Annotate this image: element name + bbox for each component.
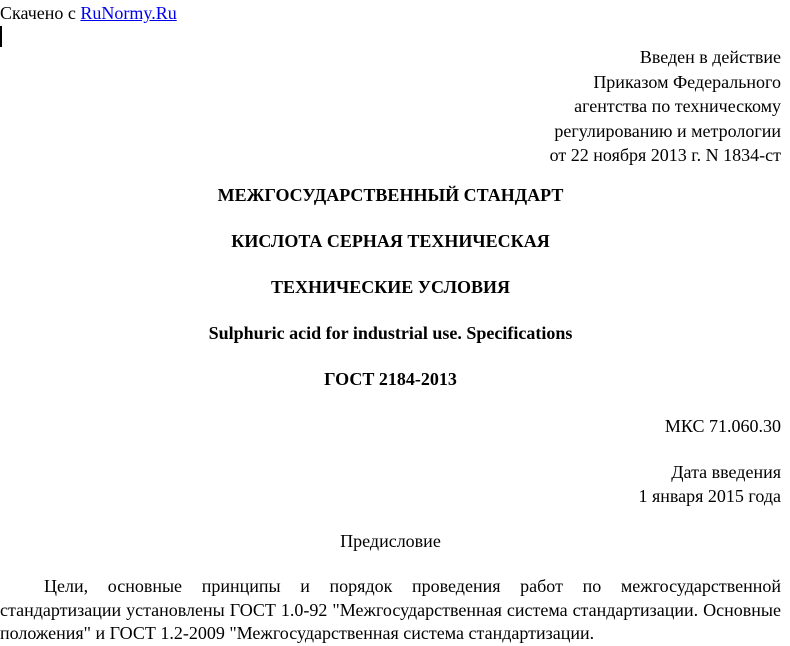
foreword-title: Предисловие <box>340 531 441 551</box>
approval-line: Приказом Федерального <box>593 71 781 92</box>
mks-code: МКС 71.060.30 <box>664 416 781 436</box>
approval-line: Введен в действие <box>639 47 781 67</box>
approval-block <box>550 45 781 168</box>
introduction-date-label: Дата введения <box>671 462 781 482</box>
source-prefix: Скачено с <box>0 3 76 23</box>
approval-line: регулированию и метрологии <box>554 120 781 141</box>
source-link[interactable]: RuNormy.Ru <box>80 3 177 23</box>
text-cursor <box>0 26 2 47</box>
conditions-heading: ТЕХНИЧЕСКИЕ УСЛОВИЯ <box>271 277 510 297</box>
english-title: Sulphuric acid for industrial use. Specifications <box>208 323 573 343</box>
foreword-body: Цели, основные принципы и порядок проведения работ по межгосударственной стандартизации установлены ГОСТ 1.0-92 "Межгосударственная система стандартизации. Основные положения" и ГОСТ 1.2-2009 "Межгосударственная система стандартизации. <box>0 576 781 643</box>
approval-line: агентства по техническому <box>574 96 781 116</box>
introduction-date-value: 1 января 2015 года <box>638 486 781 506</box>
approval-line: от 22 ноября 2013 г. N 1834-ст <box>549 145 781 165</box>
source-line <box>0 2 177 24</box>
standard-type-heading: МЕЖГОСУДАРСТВЕННЫЙ СТАНДАРТ <box>217 185 564 205</box>
product-heading: КИСЛОТА СЕРНАЯ ТЕХНИЧЕСКАЯ <box>231 231 550 251</box>
gost-number: ГОСТ 2184-2013 <box>324 369 457 389</box>
